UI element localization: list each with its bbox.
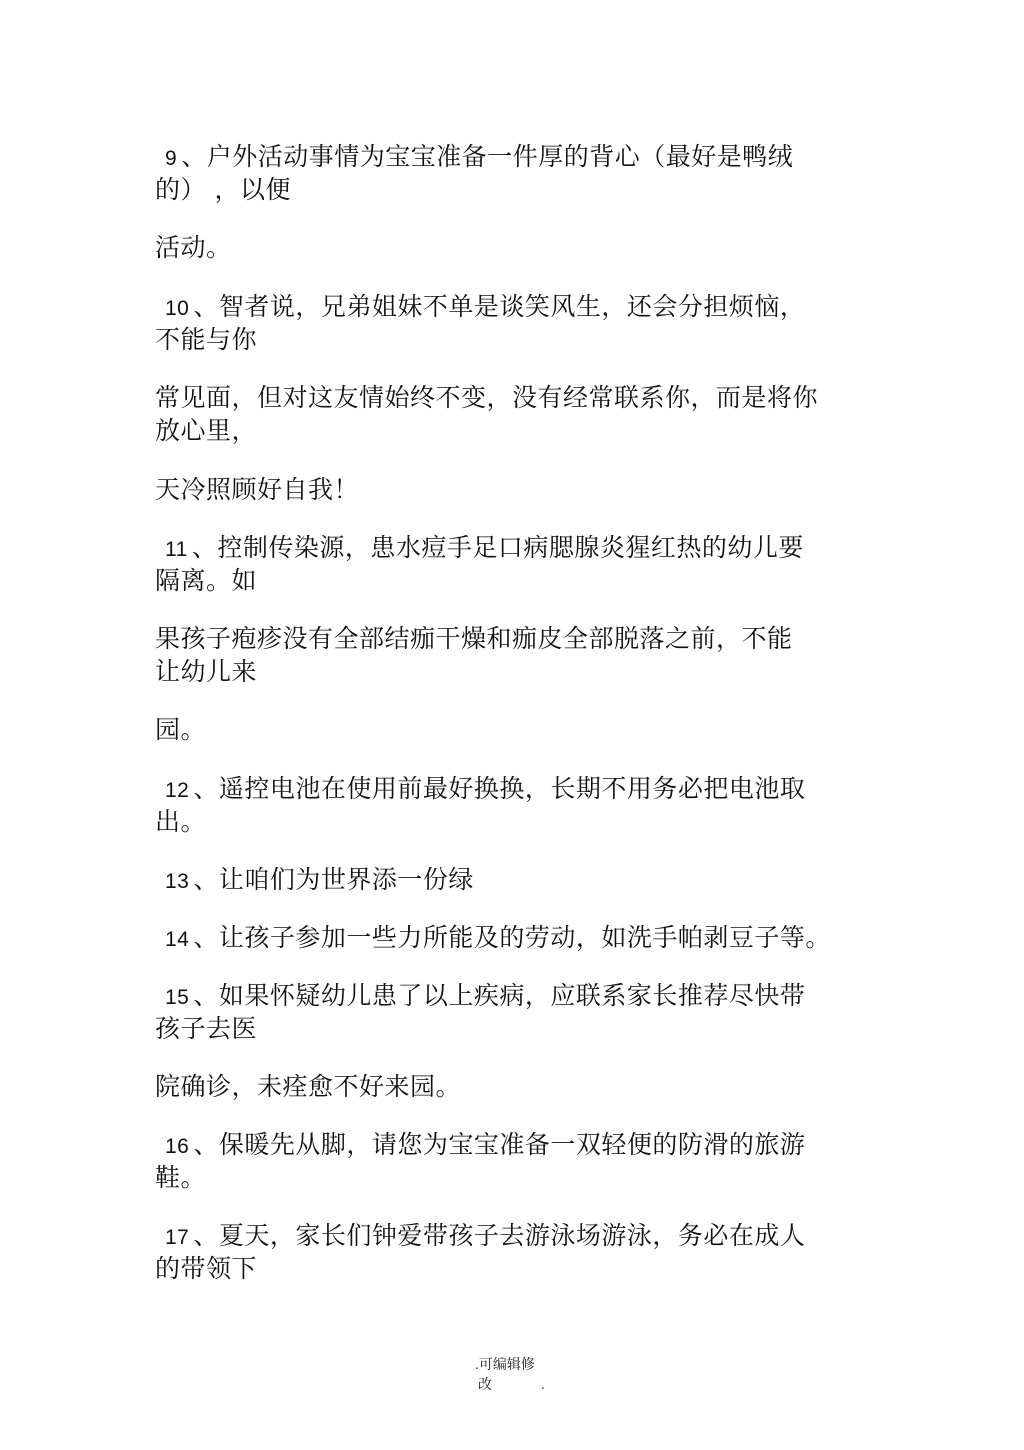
item-number: 13 <box>165 870 190 893</box>
paragraph-17-line-1 <box>155 1220 805 1254</box>
line-text: 、夏天，家长们钟爱带孩子去游泳场游泳，务必在成人 <box>193 1221 806 1250</box>
paragraph-16-line-2 <box>155 1162 206 1194</box>
line-text: 、户外活动事情为宝宝准备一件厚的背心（最好是鸭绒 <box>181 142 794 171</box>
paragraph-13-line-1 <box>155 864 474 898</box>
paragraph-15-line-3 <box>155 1071 461 1103</box>
paragraph-10-line-5 <box>155 474 359 506</box>
paragraph-12-line-2 <box>155 806 206 838</box>
item-number: 9 <box>165 147 178 170</box>
line-text: 、保暖先从脚，请您为宝宝准备一双轻便的防滑的旅游 <box>193 1130 806 1159</box>
paragraph-11-line-4 <box>155 656 257 688</box>
line-text: 常见面，但对这友情始终不变，没有经常联系你，而是将你 <box>155 383 819 412</box>
line-text: 、如果怀疑幼儿患了以上疾病，应联系家长推荐尽快带 <box>193 981 806 1010</box>
line-text: 、控制传染源，患水痘手足口病腮腺炎猩红热的幼儿要 <box>191 533 804 562</box>
paragraph-9-line-1 <box>155 141 793 175</box>
paragraph-10-line-4 <box>155 415 257 447</box>
paragraph-10-line-2 <box>155 324 257 356</box>
paragraph-15-line-2 <box>155 1013 257 1045</box>
item-number: 16 <box>165 1135 190 1158</box>
item-number: 15 <box>165 986 190 1009</box>
paragraph-9-line-3 <box>155 232 232 264</box>
line-text: 的） ，以便 <box>155 175 291 204</box>
paragraph-9-line-2 <box>155 174 291 206</box>
footer-editable-line-1: .可编辑修 <box>475 1356 535 1372</box>
line-text: 、让孩子参加一些力所能及的劳动，如洗手帕剥豆子等。 <box>193 923 831 952</box>
paragraph-11-line-2 <box>155 565 257 597</box>
line-text: 、遥控电池在使用前最好换换，长期不用务必把电池取 <box>193 774 806 803</box>
paragraph-12-line-1 <box>155 773 805 807</box>
paragraph-10-line-1 <box>155 291 805 325</box>
paragraph-14-line-1 <box>155 922 831 956</box>
line-text: 院确诊，未痊愈不好来园。 <box>155 1072 462 1101</box>
line-text: 出。 <box>155 807 207 836</box>
line-text: 的带领下 <box>155 1254 258 1283</box>
line-text: 天冷照顾好自我！ <box>155 475 360 504</box>
line-text: 孩子去医 <box>155 1014 258 1043</box>
item-number: 10 <box>165 297 190 320</box>
line-text: 鞋。 <box>155 1163 207 1192</box>
line-text: 隔离。如 <box>155 566 258 595</box>
line-text: 园。 <box>155 715 207 744</box>
item-number: 14 <box>165 928 190 951</box>
paragraph-11-line-1 <box>155 532 804 566</box>
line-text: 不能与你 <box>155 325 258 354</box>
item-number: 17 <box>165 1226 190 1249</box>
paragraph-15-line-1 <box>155 980 805 1014</box>
footer-dot: . <box>541 1376 545 1392</box>
footer-editable-line-2: 改 <box>478 1376 492 1392</box>
paragraph-16-line-1 <box>155 1129 805 1163</box>
item-number: 11 <box>165 538 188 561</box>
line-text: 、智者说，兄弟姐妹不单是谈笑风生，还会分担烦恼， <box>193 292 806 321</box>
line-text: 活动。 <box>155 233 232 262</box>
line-text: 放心里， <box>155 416 258 445</box>
line-text: 果孩子疱疹没有全部结痂干燥和痂皮全部脱落之前，不能 <box>155 624 793 653</box>
item-number: 12 <box>165 779 190 802</box>
paragraph-10-line-3 <box>155 382 818 414</box>
line-text: 让幼儿来 <box>155 657 258 686</box>
line-text: 、让咱们为世界添一份绿 <box>193 865 474 894</box>
paragraph-17-line-2 <box>155 1253 257 1285</box>
paragraph-11-line-5 <box>155 714 206 746</box>
paragraph-11-line-3 <box>155 623 793 655</box>
